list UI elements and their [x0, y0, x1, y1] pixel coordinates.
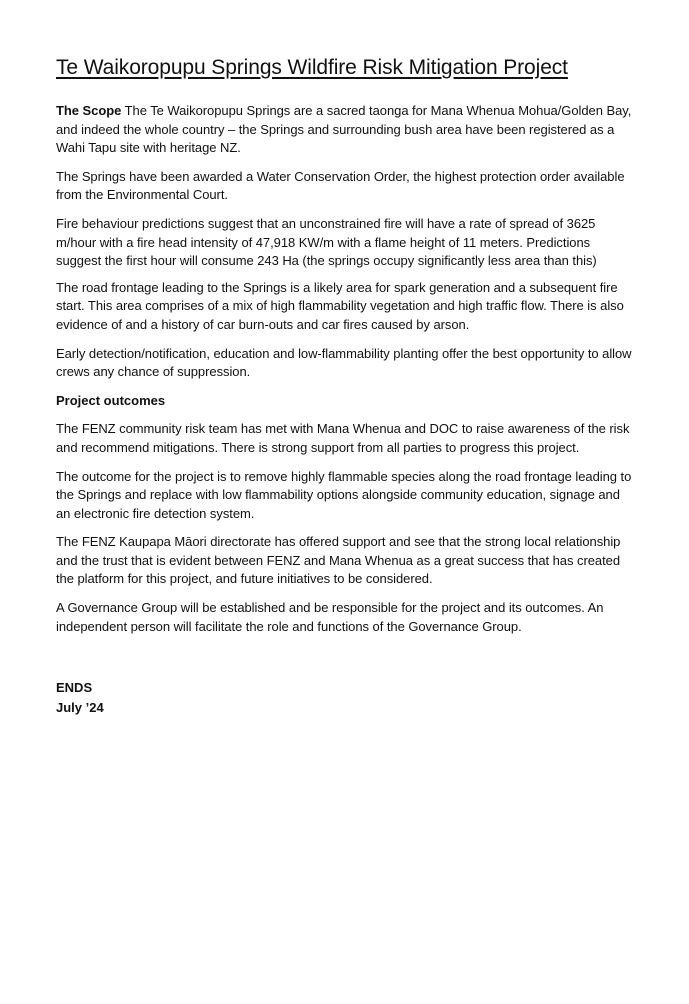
fire-behaviour-paragraph: Fire behaviour predictions suggest that an unconstrained fire will have a rate of spread of 3625 m/hour with a fire head intensity of 47,918 KW/m with a flame height of 11 meters. Predictions suggest the first hour will consume 243 Ha (the springs occupy significantly less area than this)	[56, 215, 597, 269]
document-date: July ’24	[56, 700, 104, 716]
conservation-order-paragraph: The Springs have been awarded a Water Conservation Order, the highest protection order available from the Environmental Court.	[56, 168, 625, 203]
document-page	[56, 56, 636, 718]
scope-label: The Scope	[56, 103, 122, 118]
early-detection-paragraph: Early detection/notification, education and low-flammability planting offer the best opportunity to allow crews any chance of suppression.	[56, 345, 632, 380]
document-title: Te Waikoropupu Springs Wildfire Risk Mitigation Project	[56, 56, 568, 79]
kaupapa-maori-paragraph: The FENZ Kaupapa Māori directorate has offered support and see that the strong local relationship and the trust that is evident between FENZ and Mana Whenua as a great success that has created the platform for this project, and future initiatives to be considered.	[56, 534, 621, 587]
scope-text: The Te Waikoropupu Springs are a sacred taonga for Mana Whenua Mohua/Golden Bay, and indeed the whole country – the Springs and surrounding bush area have been registered as a Wahi Tapu site with heritage NZ.	[56, 103, 632, 156]
project-outcomes-heading: Project outcomes	[56, 392, 166, 408]
governance-paragraph: A Governance Group will be established and be responsible for the project and its outcomes. An independent person will facilitate the role and functions of the Governance Group.	[56, 600, 604, 634]
community-risk-paragraph: The FENZ community risk team has met with Mana Whenua and DOC to raise awareness of the risk and recommend mitigations. There is strong support from all parties to progress this project.	[56, 421, 630, 455]
ends-marker: ENDS	[56, 680, 93, 696]
spacer	[56, 646, 636, 678]
outcome-paragraph: The outcome for the project is to remove highly flammable species along the road frontage leading to the Springs and replace with low flammability options alongside community education, signage and an electronic fire detection system.	[56, 468, 632, 521]
road-frontage-paragraph: The road frontage leading to the Springs is a likely area for spark generation and a subsequent fire start. This area comprises of a mix of high flammability vegetation and high traffic flow. There is also evidence of and a history of car burn-outs and car fires caused by arson.	[56, 279, 624, 332]
scope-paragraph	[56, 102, 636, 158]
